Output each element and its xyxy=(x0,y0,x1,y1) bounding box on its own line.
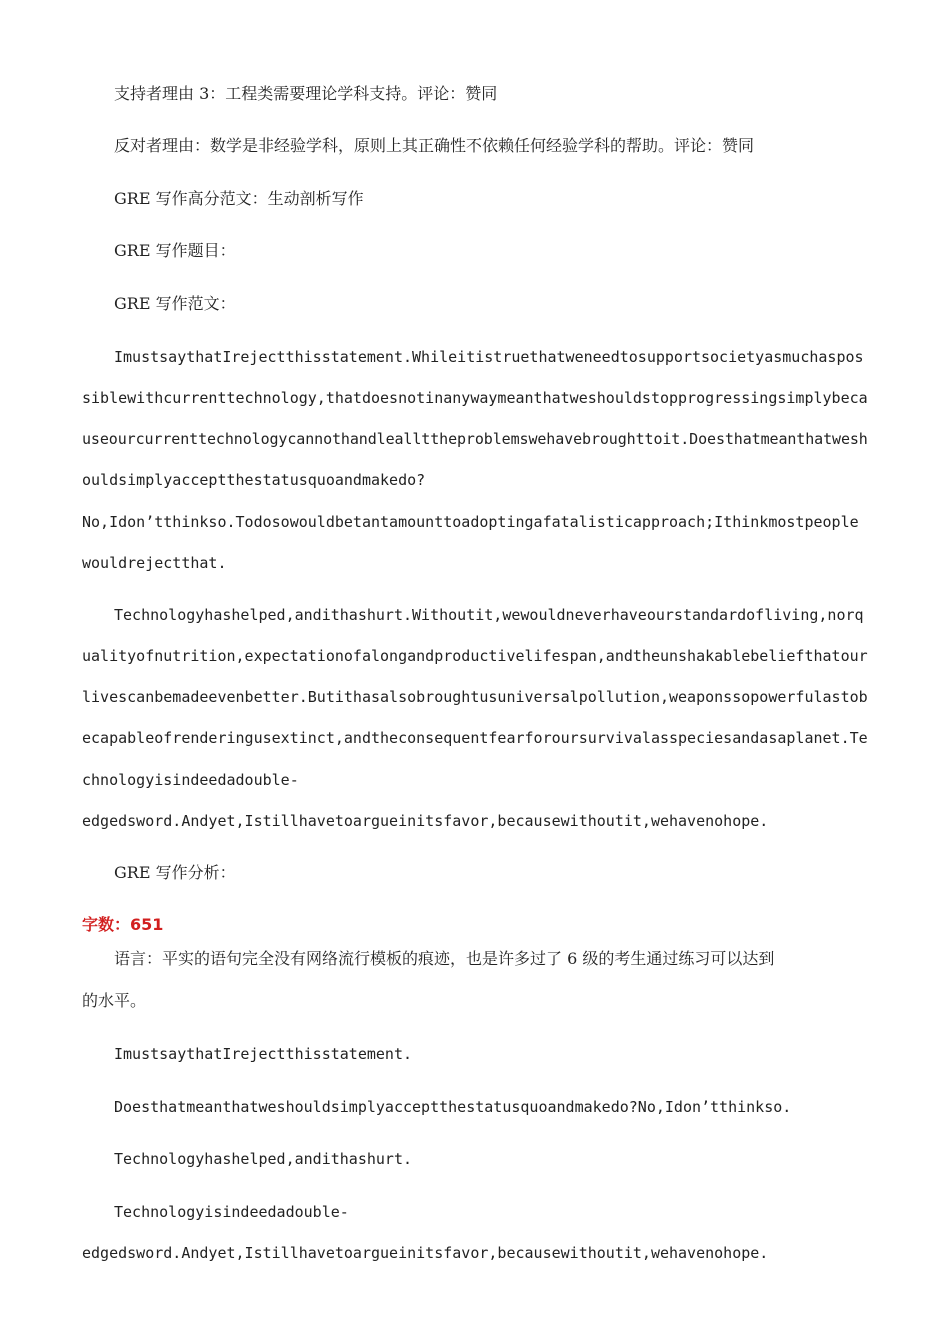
analysis-language-line: 的水平。 xyxy=(82,991,147,1010)
essay-p2-line: Technologyhashelped,andithashurt.Withoutit,wewouldneverhaveourstandardofliving,norq xyxy=(114,606,864,624)
quote-line: Doesthatmeanthatweshouldsimplyacceptthestatusquoandmakedo?No,Idon’tthinkso. xyxy=(114,1098,792,1116)
heading-gre-topic: GRE 写作题目： xyxy=(114,241,236,260)
quote-line: Technologyhashelped,andithashurt. xyxy=(114,1150,413,1168)
essay-p1-line: wouldrejectthat. xyxy=(82,554,227,572)
essay-p2-line: chnologyisindeedadouble- xyxy=(82,771,299,789)
essay-p2-line: ecapableofrenderingusextinct,andtheconsequentfearforoursurvivalasspeciesandasaplanet.Te xyxy=(82,729,868,747)
paragraph-oppose-reason: 反对者理由：数学是非经验学科，原则上其正确性不依赖任何经验学科的帮助。评论：赞同 xyxy=(114,136,755,155)
essay-p1-line: useourcurrenttechnologycannothandleallttheproblemswehavebroughttoit.Doesthatmeanthatwesh xyxy=(82,430,868,448)
essay-p2-line: livescanbemadeevenbetter.Butithasalsobroughtusuniversalpollution,weaponssopowerfulastob xyxy=(82,688,868,706)
quote-line: ImustsaythatIrejectthisstatement. xyxy=(114,1045,413,1063)
word-count: 字数：651 xyxy=(82,915,164,934)
quote-line: Technologyisindeedadouble- xyxy=(114,1203,349,1221)
quote-line: edgedsword.Andyet,Istillhavetoargueinitsfavor,becausewithoutit,wehavenohope. xyxy=(82,1244,769,1262)
paragraph-support-reason-3: 支持者理由 3：工程类需要理论学科支持。评论：赞同 xyxy=(114,84,498,103)
analysis-language-line: 语言：平实的语句完全没有网络流行模板的痕迹，也是许多过了 6 级的考生通过练习可以达到 xyxy=(114,949,775,968)
essay-p1-line: ouldsimplyacceptthestatusquoandmakedo? xyxy=(82,471,426,489)
heading-gre-sample-title: GRE 写作高分范文：生动剖析写作 xyxy=(114,189,364,208)
essay-p2-line: edgedsword.Andyet,Istillhavetoargueinitsfavor,becausewithoutit,wehavenohope. xyxy=(82,812,769,830)
essay-p1-line: No,Idon’tthinkso.Todosowouldbetantamounttoadoptingafatalisticapproach;Ithinkmostpeople xyxy=(82,513,859,531)
heading-gre-analysis: GRE 写作分析： xyxy=(114,863,236,882)
essay-p2-line: ualityofnutrition,expectationofalongandproductivelifespan,andtheunshakablebeliefthatour xyxy=(82,647,868,665)
essay-p1-line: siblewithcurrenttechnology,thatdoesnotinanywaymeanthatweshouldstopprogressingsimplybeca xyxy=(82,389,868,407)
essay-p1-line: ImustsaythatIrejectthisstatement.Whileitistruethatweneedtosupportsocietyasmuchaspos xyxy=(114,348,864,366)
heading-gre-essay: GRE 写作范文： xyxy=(114,294,236,313)
